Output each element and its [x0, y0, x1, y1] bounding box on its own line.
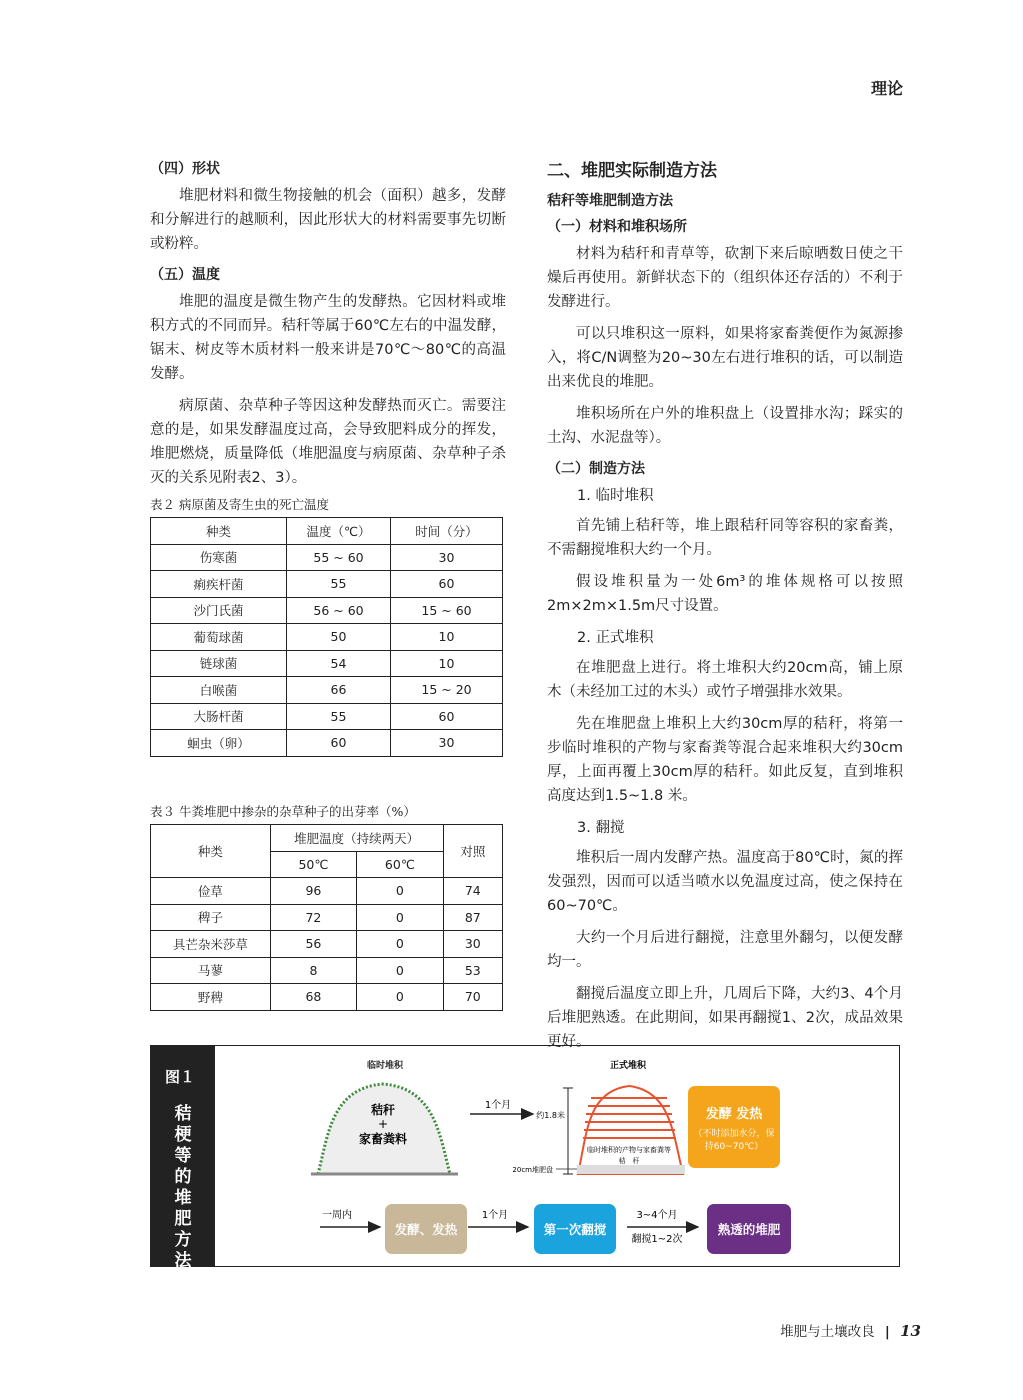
temperature-heading: （五）温度	[150, 267, 220, 283]
table-cell: 54	[287, 650, 391, 677]
table-row	[151, 730, 503, 757]
table-row	[151, 878, 503, 905]
table-row	[151, 571, 503, 598]
table-cell: 8	[270, 957, 356, 984]
table-cell: 60	[391, 571, 503, 598]
table-row	[151, 544, 503, 571]
height-label: 约1.8米	[536, 1111, 565, 1120]
table-cell: 葡萄球菌	[151, 624, 287, 651]
table-cell: 56 ~ 60	[287, 597, 391, 624]
step2-heading: 2. 正式堆积	[577, 630, 654, 646]
table-3	[150, 802, 503, 1011]
table-cell: 68	[270, 984, 356, 1011]
right-column	[547, 158, 903, 1062]
flow-arrow-3-label: 3~4个月	[636, 1210, 678, 1221]
table-row	[151, 957, 503, 984]
table-row	[151, 597, 503, 624]
table-cell: 30	[443, 931, 502, 958]
table-cell: 70	[443, 984, 502, 1011]
step3-paragraph-2: 大约一个月后进行翻搅，注意里外翻匀，以便发酵均一。	[547, 930, 903, 970]
table-header: 种类	[151, 825, 271, 878]
ferment-title: 发酵 发热	[705, 1106, 763, 1122]
table-cell: 60	[287, 730, 391, 757]
materials-heading: （一）材料和堆积场所	[547, 219, 687, 235]
table-3-grid	[150, 824, 503, 1011]
table-header-row	[151, 825, 503, 852]
table-cell: 72	[270, 904, 356, 931]
table-cell: 50	[287, 624, 391, 651]
table-cell: 53	[443, 957, 502, 984]
table-cell: 55	[287, 571, 391, 598]
temp-pile-top-label: 秸秆	[370, 1103, 396, 1117]
materials-paragraph-1: 材料为秸秆和青草等，砍割下来后晾晒数日使之干燥后再使用。新鲜状态下的（组织体还存活的）不利于发酵进行。	[547, 246, 903, 310]
table-row	[151, 624, 503, 651]
step1-heading: 1. 临时堆积	[577, 488, 654, 504]
table-cell: 60	[391, 703, 503, 730]
table-cell: 30	[391, 730, 503, 757]
table-cell: 伤寒菌	[151, 544, 287, 571]
figure-number: 图１	[165, 1068, 196, 1086]
table-row	[151, 703, 503, 730]
table-cell: 0	[357, 957, 443, 984]
table-cell: 15 ~ 60	[391, 597, 503, 624]
table-header: 堆肥温度（持续两天）	[270, 825, 443, 852]
step2-paragraph-1: 在堆肥盘上进行。将土堆积大约20cm高，铺上原木（未经加工过的木头）或竹子增强排水效果。	[547, 660, 903, 700]
table-cell: 10	[391, 650, 503, 677]
table-cell: 74	[443, 878, 502, 905]
temperature-paragraph-1: 堆肥的温度是微生物产生的发酵热。它因材料或堆积方式的不同而异。秸秆等属于60℃左右的中温发酵，锯末、树皮等木质材料一般来讲是70℃～80℃的高温发酵。	[150, 294, 506, 382]
table-cell: 具芒杂米莎草	[151, 931, 271, 958]
table-cell: 0	[357, 878, 443, 905]
flow-arrow-2-label: 1个月	[481, 1210, 509, 1221]
table-2-grid	[150, 517, 503, 757]
table-cell: 野稗	[151, 984, 271, 1011]
section-tag: 理论	[870, 79, 903, 98]
temp-pile-plus: +	[377, 1117, 389, 1131]
layer-label: 临时堆积的产物与家畜粪等	[587, 1146, 671, 1154]
figure-1	[150, 1045, 900, 1271]
table-header: 50℃	[270, 851, 356, 878]
table-2	[150, 495, 503, 757]
flow-start-label: 一周内	[322, 1210, 352, 1221]
table-cell: 0	[357, 984, 443, 1011]
footer	[780, 1320, 921, 1340]
table-cell: 87	[443, 904, 502, 931]
section-subtitle: 秸秆等堆肥制造方法	[547, 193, 673, 209]
table-2-caption: 表２ 病原菌及寄生虫的死亡温度	[150, 497, 329, 512]
table-cell: 0	[357, 931, 443, 958]
formal-pile-label: 正式堆积	[609, 1061, 647, 1071]
step1-paragraph-1: 首先铺上秸秆等，堆上跟秸秆同等容积的家畜粪，不需翻搅堆积大约一个月。	[547, 518, 903, 558]
table-row	[151, 904, 503, 931]
temp-pile-bottom-label: 家畜粪料	[358, 1132, 408, 1146]
table-3-caption: 表３ 牛粪堆肥中掺杂的杂草种子的出芽率（%）	[150, 804, 416, 819]
table-cell: 96	[270, 878, 356, 905]
shape-heading: （四）形状	[150, 161, 220, 177]
table-header: 对照	[443, 825, 502, 878]
step3-paragraph-1: 堆积后一周内发酵产热。温度高于80℃时，氮的挥发强烈，因而可以适当喷水以免温度过高，使之保持在60~70℃。	[547, 850, 903, 914]
figure-title: 秸梗等的堆肥方法	[174, 1104, 192, 1271]
page-number: 13	[900, 1322, 921, 1340]
table-cell: 55 ~ 60	[287, 544, 391, 571]
table-cell: 白喉菌	[151, 677, 287, 704]
table-cell: 66	[287, 677, 391, 704]
flow-arrow-3-sub: 翻搅1~2次	[631, 1234, 683, 1245]
table-cell: 15 ~ 20	[391, 677, 503, 704]
table-row	[151, 931, 503, 958]
left-column	[150, 158, 506, 498]
table-header: 温度（℃）	[287, 518, 391, 545]
step3-paragraph-3: 翻搅后温度立即上升，几周后下降，大约3、4个月后堆肥熟透。在此期间，如果再翻搅1、2次，成品效果更好。	[547, 986, 903, 1050]
step2-paragraph-2: 先在堆肥盘上堆积上大约30cm厚的秸秆，将第一步临时堆积的产物与家畜粪等混合起来堆积大约30cm厚，上面再覆上30cm厚的秸秆。如此反复，直到堆积高度达到1.5~1.8 米。	[547, 716, 903, 804]
flow-box-mature: 熟透的堆肥	[707, 1204, 791, 1254]
straw-label: 秸 秆	[618, 1157, 640, 1165]
figure-sidebar	[151, 1046, 215, 1271]
step3-heading: 3. 翻搅	[577, 820, 625, 836]
flow-box-ferment: 发酵、发热	[385, 1204, 467, 1254]
table-cell: 俭草	[151, 878, 271, 905]
table-header: 种类	[151, 518, 287, 545]
table-cell: 55	[287, 703, 391, 730]
table-header: 60℃	[357, 851, 443, 878]
table-cell: 蛔虫（卵）	[151, 730, 287, 757]
base-label: 20cm堆肥盘	[512, 1166, 553, 1174]
table-header: 时间（分）	[391, 518, 503, 545]
shape-paragraph: 堆肥材料和微生物接触的机会（面积）越多，发酵和分解进行的越顺利，因此形状大的材料需要事先切断或粉粹。	[150, 188, 506, 252]
table-cell: 沙门氏菌	[151, 597, 287, 624]
temp-pile-label: 临时堆积	[366, 1061, 404, 1071]
table-cell: 30	[391, 544, 503, 571]
table-row	[151, 677, 503, 704]
table-header-row	[151, 518, 503, 545]
footer-divider: |	[884, 1324, 890, 1340]
materials-paragraph-2: 可以只堆积这一原料，如果将家畜粪便作为氮源掺入，将C/N调整为20~30左右进行堆积的话，可以制造出来优良的堆肥。	[547, 326, 903, 390]
ferment-box	[688, 1086, 780, 1168]
table-row	[151, 984, 503, 1011]
method-heading: （二）制造方法	[547, 461, 645, 477]
footer-title: 堆肥与土壤改良	[780, 1324, 875, 1340]
step1-paragraph-2: 假设堆积量为一处6m³的堆体规格可以按照2m×2m×1.5m尺寸设置。	[547, 574, 903, 614]
table-cell: 稗子	[151, 904, 271, 931]
arrow-1-label: 1个月	[484, 1100, 512, 1111]
table-cell: 链球菌	[151, 650, 287, 677]
table-cell: 大肠杆菌	[151, 703, 287, 730]
materials-paragraph-3: 堆积场所在户外的堆积盘上（设置排水沟；踩实的土沟、水泥盘等）。	[547, 406, 903, 446]
table-row	[151, 650, 503, 677]
table-cell: 痢疾杆菌	[151, 571, 287, 598]
flow-box-first-turn: 第一次翻搅	[534, 1204, 616, 1254]
table-cell: 10	[391, 624, 503, 651]
ferment-note: （不时添加水分，保持60~70℃）	[693, 1128, 775, 1152]
section-title: 二、堆肥实际制造方法	[547, 161, 717, 181]
table-cell: 马蓼	[151, 957, 271, 984]
temperature-paragraph-2: 病原菌、杂草种子等因这种发酵热而灭亡。需要注意的是，如果发酵温度过高，会导致肥料成分的挥发，堆肥燃烧，质量降低（堆肥温度与病原菌、杂草种子杀灭的关系见附表2、3）。	[150, 398, 506, 486]
table-cell: 56	[270, 931, 356, 958]
compost-base	[577, 1165, 685, 1174]
table-cell: 0	[357, 904, 443, 931]
